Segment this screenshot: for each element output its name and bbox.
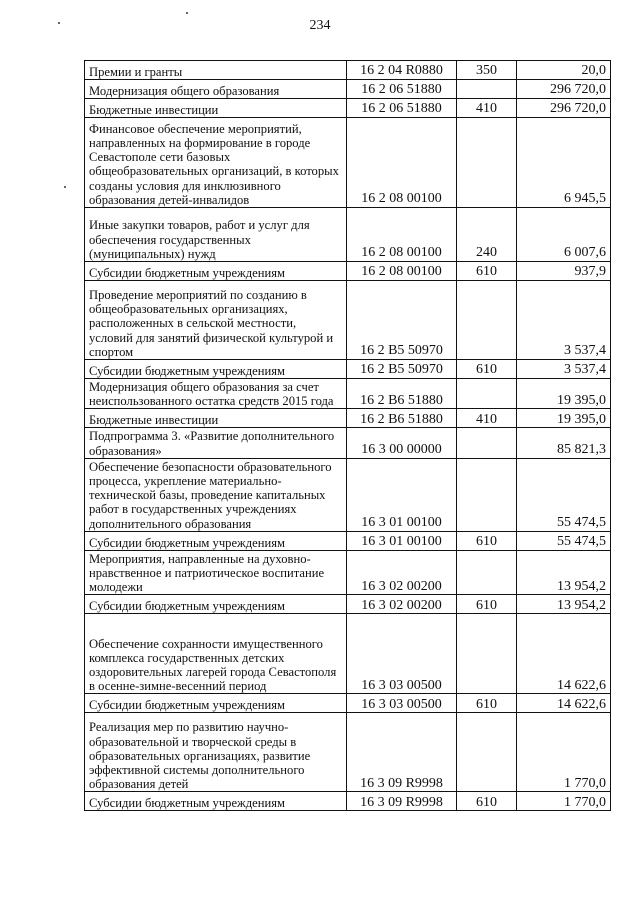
name-cell-text: Субсидии бюджетным учреждениям: [89, 535, 285, 550]
sum-cell: [517, 409, 611, 428]
expense-type-cell-text: 350: [476, 63, 497, 79]
table-row: [85, 118, 611, 208]
name-cell-text: Подпрограмма 3. «Развитие дополнительного образования»: [89, 429, 335, 458]
table-row: [85, 792, 611, 811]
name-cell-text: Модернизация общего образования за счет неиспользованного остатка средств 2015 года: [89, 380, 334, 409]
sum-cell: [517, 379, 611, 409]
name-cell-text: Субсидии бюджетным учреждениям: [89, 698, 285, 713]
code-cell: [347, 379, 457, 409]
code-cell: [347, 694, 457, 713]
sum-cell: [517, 208, 611, 262]
name-cell-text: Финансовое обеспечение мероприятий, направленных на формирование в городе Севастополе сети базовых общеобразовательных организаций, в которых созданы условия для инклюзивного образования детей-инвалидов: [89, 121, 339, 207]
sum-cell-text: 937,9: [574, 264, 606, 280]
code-cell: [347, 713, 457, 792]
expense-type-cell: [457, 713, 517, 792]
code-cell: [347, 99, 457, 118]
sum-cell-text: 13 954,2: [557, 597, 606, 613]
table-row: [85, 99, 611, 118]
code-cell-text: 16 2 04 R0880: [360, 63, 443, 79]
table-row: [85, 550, 611, 595]
code-cell-text: 16 2 08 00100: [361, 264, 442, 280]
code-cell-text: 16 3 02 00200: [361, 597, 442, 613]
sum-cell: [517, 61, 611, 80]
expense-type-cell: [457, 379, 517, 409]
name-cell: [85, 614, 347, 694]
sum-cell-text: 19 395,0: [557, 411, 606, 427]
table-row: [85, 458, 611, 531]
sum-cell: [517, 118, 611, 208]
sum-cell-text: 296 720,0: [550, 82, 606, 98]
name-cell-text: Премии и гранты: [89, 64, 183, 79]
name-cell-text: Субсидии бюджетным учреждениям: [89, 265, 285, 280]
expense-type-cell: [457, 614, 517, 694]
expense-type-cell: [457, 208, 517, 262]
sum-cell: [517, 281, 611, 360]
scan-speck: [64, 186, 66, 188]
code-cell-text: 16 3 00 00000: [361, 442, 442, 458]
code-cell: [347, 792, 457, 811]
expense-type-cell-text: 610: [476, 794, 497, 810]
table-row: [85, 61, 611, 80]
table-row: [85, 80, 611, 99]
sum-cell-text: 20,0: [581, 63, 606, 79]
name-cell: [85, 379, 347, 409]
table-row: [85, 595, 611, 614]
code-cell-text: 16 3 03 00500: [361, 677, 442, 693]
sum-cell-text: 3 537,4: [564, 362, 606, 378]
name-cell: [85, 428, 347, 458]
sum-cell-text: 6 007,6: [564, 245, 606, 261]
table-row: [85, 409, 611, 428]
sum-cell: [517, 614, 611, 694]
table-row: [85, 713, 611, 792]
name-cell: [85, 262, 347, 281]
name-cell-text: Обеспечение безопасности образовательного процесса, укрепление материально-технической базы, проведение капитальных работ в государственных учреждениях дополнительного образования: [89, 459, 332, 531]
code-cell-text: 16 3 09 R9998: [360, 775, 443, 791]
name-cell: [85, 550, 347, 595]
expense-type-cell: [457, 262, 517, 281]
name-cell-text: Бюджетные инвестиции: [89, 102, 219, 117]
code-cell-text: 16 2 B6 51880: [360, 411, 443, 427]
table-row: [85, 379, 611, 409]
expense-type-cell-text: 610: [476, 264, 497, 280]
code-cell-text: 16 2 08 00100: [361, 191, 442, 207]
code-cell: [347, 458, 457, 531]
expense-type-cell: [457, 409, 517, 428]
sum-cell-text: 85 821,3: [557, 442, 606, 458]
expense-type-cell: [457, 61, 517, 80]
sum-cell-text: 296 720,0: [550, 101, 606, 117]
name-cell-text: Обеспечение сохранности имущественного комплекса государственных детских оздоровительных лагерей города Севастополя в осенне-зимне-весенний период: [89, 636, 337, 694]
expense-type-cell: [457, 595, 517, 614]
code-cell: [347, 80, 457, 99]
sum-cell-text: 1 770,0: [564, 794, 606, 810]
budget-table-body: [85, 61, 611, 811]
name-cell: [85, 118, 347, 208]
name-cell: [85, 694, 347, 713]
expense-type-cell: [457, 99, 517, 118]
name-cell: [85, 80, 347, 99]
expense-type-cell: [457, 694, 517, 713]
expense-type-cell: [457, 80, 517, 99]
table-row: [85, 281, 611, 360]
table-row: [85, 694, 611, 713]
name-cell: [85, 61, 347, 80]
name-cell-text: Проведение мероприятий по созданию в общеобразовательных организациях, расположенных в сельской местности, условий для занятий физической культурой и спортом: [89, 287, 334, 359]
code-cell-text: 16 3 03 00500: [361, 696, 442, 712]
sum-cell-text: 13 954,2: [557, 578, 606, 594]
sum-cell-text: 3 537,4: [564, 343, 606, 359]
code-cell-text: 16 3 01 00100: [361, 534, 442, 550]
expense-type-cell: [457, 281, 517, 360]
table-row: [85, 360, 611, 379]
expense-type-cell: [457, 792, 517, 811]
name-cell-text: Субсидии бюджетным учреждениям: [89, 796, 285, 811]
sum-cell-text: 19 395,0: [557, 392, 606, 408]
table-row: [85, 614, 611, 694]
code-cell: [347, 614, 457, 694]
code-cell-text: 16 2 B5 50970: [360, 362, 443, 378]
sum-cell: [517, 262, 611, 281]
sum-cell: [517, 531, 611, 550]
name-cell-text: Иные закупки товаров, работ и услуг для обеспечения государственных (муниципальных) нужд: [89, 218, 310, 261]
name-cell-text: Реализация мер по развитию научно-образовательной и творческой среды в образовательных организациях, развитие эффективной системы дополнительного образования детей: [89, 720, 311, 792]
name-cell: [85, 360, 347, 379]
page-number: 234: [309, 18, 331, 33]
code-cell: [347, 409, 457, 428]
code-cell-text: 16 2 06 51880: [361, 101, 442, 117]
expense-type-cell-text: 610: [476, 597, 497, 613]
code-cell: [347, 208, 457, 262]
sum-cell: [517, 694, 611, 713]
expense-type-cell: [457, 118, 517, 208]
code-cell: [347, 118, 457, 208]
sum-cell: [517, 360, 611, 379]
code-cell: [347, 360, 457, 379]
name-cell-text: Модернизация общего образования: [89, 83, 280, 98]
sum-cell: [517, 792, 611, 811]
expense-type-cell: [457, 428, 517, 458]
expense-type-cell-text: 240: [476, 245, 497, 261]
code-cell-text: 16 3 09 R9998: [360, 794, 443, 810]
code-cell: [347, 61, 457, 80]
name-cell: [85, 713, 347, 792]
expense-type-cell: [457, 531, 517, 550]
expense-type-cell: [457, 550, 517, 595]
scan-speck: [186, 12, 188, 14]
sum-cell-text: 55 474,5: [557, 515, 606, 531]
code-cell: [347, 531, 457, 550]
sum-cell-text: 14 622,6: [557, 677, 606, 693]
table-row: [85, 262, 611, 281]
sum-cell-text: 55 474,5: [557, 534, 606, 550]
name-cell: [85, 99, 347, 118]
expense-type-cell-text: 610: [476, 696, 497, 712]
code-cell-text: 16 2 B5 50970: [360, 343, 443, 359]
sum-cell: [517, 458, 611, 531]
code-cell: [347, 550, 457, 595]
table-row: [85, 531, 611, 550]
expense-type-cell: [457, 360, 517, 379]
table-row: [85, 208, 611, 262]
code-cell-text: 16 3 01 00100: [361, 515, 442, 531]
sum-cell: [517, 713, 611, 792]
budget-table: [84, 60, 611, 811]
name-cell: [85, 792, 347, 811]
code-cell-text: 16 2 B6 51880: [360, 392, 443, 408]
sum-cell-text: 14 622,6: [557, 696, 606, 712]
sum-cell: [517, 595, 611, 614]
code-cell-text: 16 2 08 00100: [361, 245, 442, 261]
sum-cell: [517, 80, 611, 99]
name-cell: [85, 208, 347, 262]
name-cell-text: Бюджетные инвестиции: [89, 413, 219, 428]
name-cell-text: Мероприятия, направленные на духовно-нравственное и патриотическое воспитание молодежи: [89, 551, 325, 595]
name-cell-text: Субсидии бюджетным учреждениям: [89, 599, 285, 614]
name-cell: [85, 409, 347, 428]
code-cell: [347, 262, 457, 281]
expense-type-cell: [457, 458, 517, 531]
code-cell: [347, 428, 457, 458]
expense-type-cell-text: 610: [476, 534, 497, 550]
name-cell: [85, 281, 347, 360]
expense-type-cell-text: 610: [476, 362, 497, 378]
sum-cell-text: 6 945,5: [564, 191, 606, 207]
code-cell-text: 16 2 06 51880: [361, 82, 442, 98]
sum-cell: [517, 99, 611, 118]
name-cell-text: Субсидии бюджетным учреждениям: [89, 363, 285, 378]
sum-cell: [517, 550, 611, 595]
table-row: [85, 428, 611, 458]
name-cell: [85, 595, 347, 614]
code-cell: [347, 281, 457, 360]
expense-type-cell-text: 410: [476, 411, 497, 427]
code-cell-text: 16 3 02 00200: [361, 578, 442, 594]
sum-cell: [517, 428, 611, 458]
code-cell: [347, 595, 457, 614]
name-cell: [85, 458, 347, 531]
expense-type-cell-text: 410: [476, 101, 497, 117]
name-cell: [85, 531, 347, 550]
sum-cell-text: 1 770,0: [564, 775, 606, 791]
